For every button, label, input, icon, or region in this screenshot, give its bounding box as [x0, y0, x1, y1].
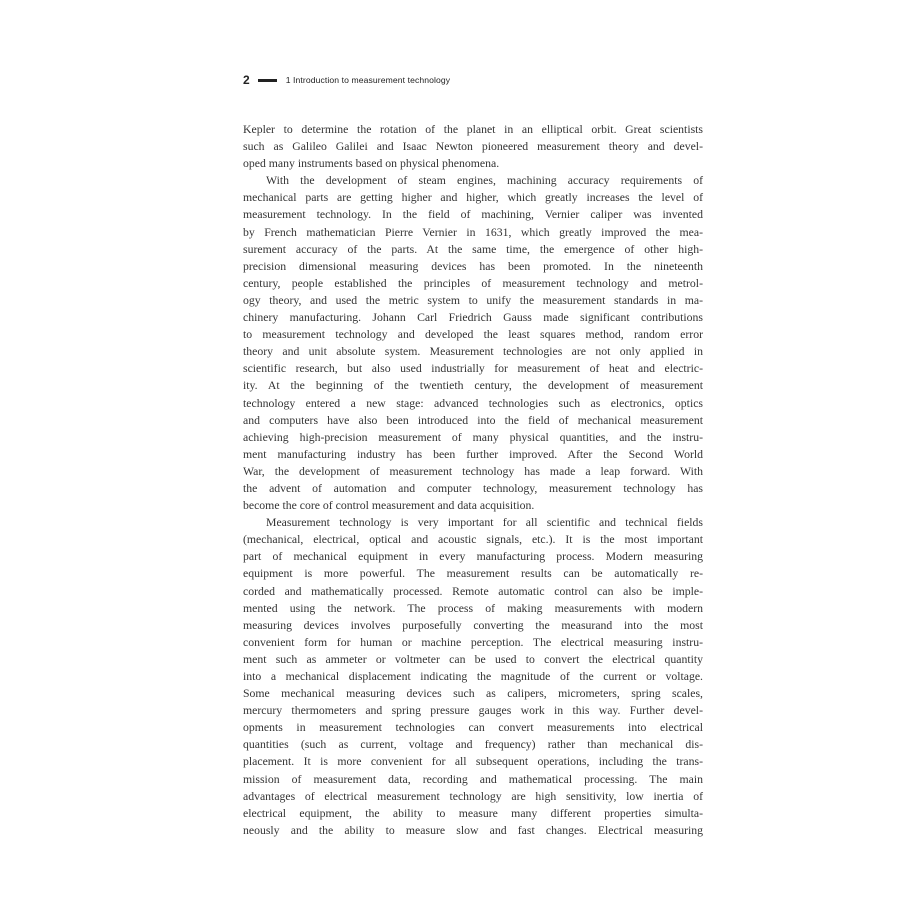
- text-line: electrical equipment, the ability to measure many different properties simulta-: [243, 806, 703, 820]
- text-line: placement. It is more convenient for all subsequent operations, including the trans-: [243, 755, 703, 769]
- text-line: War, the development of measurement technology has made a leap forward. With: [243, 464, 703, 478]
- text-line: convenient form for human or machine perception. The electrical measuring instru-: [243, 635, 703, 649]
- text-line: mechanical parts are getting higher and higher, which greatly increases the level of: [243, 191, 703, 205]
- text-line: ment such as ammeter or voltmeter can be used to convert the electrical quantity: [243, 652, 703, 666]
- text-line: into a mechanical displacement indicating the magnitude of the current or voltage.: [243, 670, 703, 683]
- text-line: precision dimensional measuring devices has been promoted. In the nineteenth: [243, 259, 703, 273]
- text-line: neously and the ability to measure slow and fast changes. Electrical measuring: [243, 823, 703, 837]
- text-line: theory and unit absolute system. Measurement technologies are not only applied in: [243, 345, 703, 359]
- chapter-title: 1 Introduction to measurement technology: [285, 75, 451, 85]
- text-line: equipment is more powerful. The measurement results can be automatically re-: [243, 567, 703, 581]
- text-line: oped many instruments based on physical phenomena.: [243, 157, 500, 171]
- text-line: Some mechanical measuring devices such as calipers, micrometers, spring scales,: [243, 687, 703, 701]
- text-line: With the development of steam engines, machining accuracy requirements of: [266, 174, 703, 188]
- text-line: to measurement technology and developed the least squares method, random error: [243, 328, 703, 342]
- text-line: scientific research, but also used industrially for measurement of heat and electric-: [243, 362, 703, 376]
- text-line: the advent of automation and computer technology, measurement technology has: [243, 481, 703, 495]
- text-line: surement accuracy of the parts. At the same time, the emergence of other high-: [243, 242, 703, 256]
- text-line: Kepler to determine the rotation of the planet in an elliptical orbit. Great scientists: [243, 123, 703, 136]
- text-line: (mechanical, electrical, optical and acoustic signals, etc.). It is the most important: [243, 533, 703, 547]
- text-line: mission of measurement data, recording and mathematical processing. The main: [243, 772, 703, 786]
- text-line: corded and mathematically processed. Remote automatic control can also be imple-: [243, 584, 703, 598]
- text-line: become the core of control measurement and data acquisition.: [243, 499, 535, 513]
- text-line: technology entered a new stage: advanced technologies such as electronics, optics: [243, 396, 703, 410]
- text-line: chinery manufacturing. Johann Carl Friedrich Gauss made significant contributions: [243, 311, 703, 325]
- text-line: measuring devices involves purposefully converting the measurand into the most: [243, 618, 703, 632]
- text-line: century, people established the principles of measurement technology and metrol-: [243, 276, 703, 290]
- text-line: quantities (such as current, voltage and frequency) rather than mechanical dis-: [243, 738, 703, 752]
- paragraph: [243, 121, 703, 172]
- body-text: [243, 121, 703, 839]
- text-line: by French mathematician Pierre Vernier in 1631, which greatly improved the mea-: [243, 225, 703, 239]
- running-head: [243, 73, 450, 87]
- text-line: measurement technology. In the field of machining, Vernier caliper was invented: [243, 208, 703, 222]
- paragraph: [243, 514, 703, 839]
- text-line: such as Galileo Galilei and Isaac Newton pioneered measurement theory and devel-: [243, 140, 703, 154]
- page-number: 2: [243, 73, 250, 87]
- text-line: part of mechanical equipment in every manufacturing process. Modern measuring: [243, 550, 703, 564]
- text-line: ity. At the beginning of the twentieth century, the development of measurement: [243, 379, 703, 393]
- text-line: ogy theory, and used the metric system to unify the measurement standards in ma-: [243, 293, 703, 307]
- paragraph: [243, 172, 703, 514]
- header-rule: [258, 79, 277, 82]
- text-line: and computers have also been introduced into the field of mechanical measurement: [243, 413, 703, 427]
- text-line: mented using the network. The process of making measurements with modern: [243, 601, 703, 615]
- text-line: achieving high-precision measurement of many physical quantities, and the instru-: [243, 430, 703, 444]
- text-line: Measurement technology is very important for all scientific and technical fields: [266, 516, 703, 530]
- text-line: mercury thermometers and spring pressure gauges work in this way. Further devel-: [243, 704, 703, 718]
- text-line: ment manufacturing industry has been further improved. After the Second World: [243, 447, 703, 461]
- text-line: opments in measurement technologies can convert measurements into electrical: [243, 721, 703, 735]
- text-line: advantages of electrical measurement technology are high sensitivity, low inertia of: [243, 789, 703, 803]
